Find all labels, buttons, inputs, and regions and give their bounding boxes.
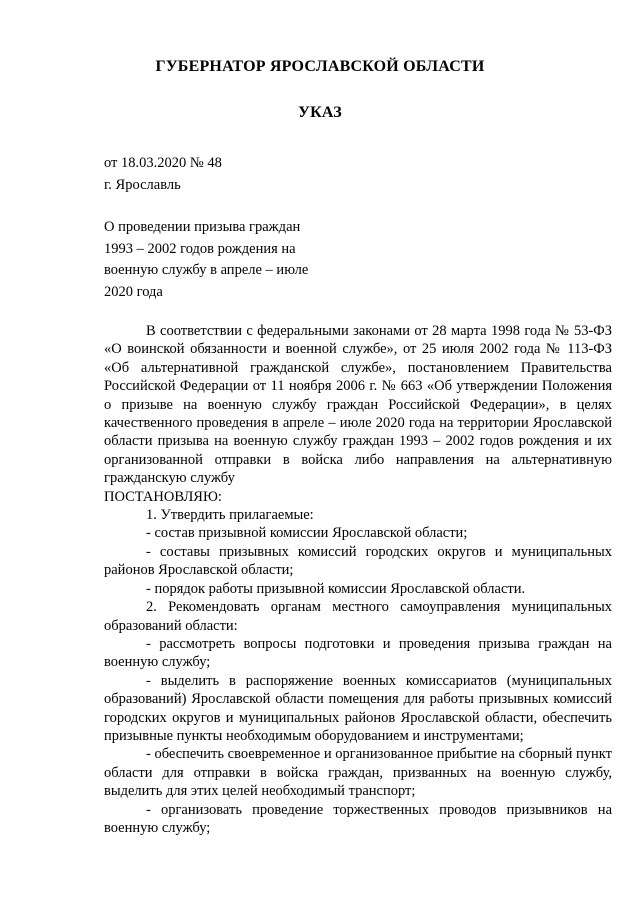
decree-word: ПОСТАНОВЛЯЮ: (104, 488, 222, 505)
date-number: от 18.03.2020 № 48 (104, 155, 222, 171)
document-type: УКАЗ (298, 104, 342, 121)
body-paragraph: - обеспечить своевременное и организованное прибытие на сборный пункт области для отправки в войска граждан, призванных на военную службу, выделить для этих целей необходимый транспорт; (104, 746, 612, 800)
issuing-authority: ГУБЕРНАТОР ЯРОСЛАВСКОЙ ОБЛАСТИ (155, 58, 485, 75)
body-paragraph: - состав призывной комиссии Ярославской области; (146, 525, 468, 542)
body-paragraph: 2. Рекомендовать органам местного самоуправления муниципальных образований области: (104, 599, 612, 634)
preamble-paragraph: В соответствии с федеральными законами от 28 марта 1998 года № 53-ФЗ «О воинской обязанности и военной службе», от 25 июля 2002 года № 113-ФЗ «Об альтернативной гражданской службе», постановлением Правительства Российской Федерации от 11 ноября 2006 г. № 663 «Об утверждении Положения о призыве на военную службу граждан Российской Федерации», в целях качественного проведения в апреле – июле 2020 года на территории Ярославской области призыва на военную службу граждан 1993 – 2002 годов рождения и их организованной отправки в войска либо направления на альтернативную гражданскую службу (104, 323, 612, 487)
document-meta (104, 152, 222, 196)
city: г. Ярославль (104, 177, 181, 193)
body-paragraph: 1. Утвердить прилагаемые: (146, 507, 314, 524)
body-paragraph: - организовать проведение торжественных проводов призывников на военную службу; (104, 801, 612, 836)
subject-line: О проведении призыва граждан (104, 219, 301, 235)
decree-subject (104, 217, 308, 303)
body-paragraph: - выделить в распоряжение военных комиссариатов (муниципальных образований) Ярославской области помещения для работы призывных комиссий городских округов и муниципальных районов Ярославской области, обеспечить призывные пункты необходимым оборудованием и инструментами; (104, 672, 612, 744)
body-paragraph: - составы призывных комиссий городских округов и муниципальных районов Ярославской области; (104, 543, 612, 579)
subject-line: 1993 – 2002 годов рождения на (104, 240, 296, 257)
decree-body (104, 322, 612, 837)
body-paragraph: - рассмотреть вопросы подготовки и проведения призыва граждан на военную службу; (104, 635, 612, 671)
subject-line: 2020 года (104, 283, 163, 300)
body-paragraph: - порядок работы призывной комиссии Ярославской области. (146, 580, 526, 597)
subject-line: военную службу в апреле – июле (104, 262, 309, 279)
